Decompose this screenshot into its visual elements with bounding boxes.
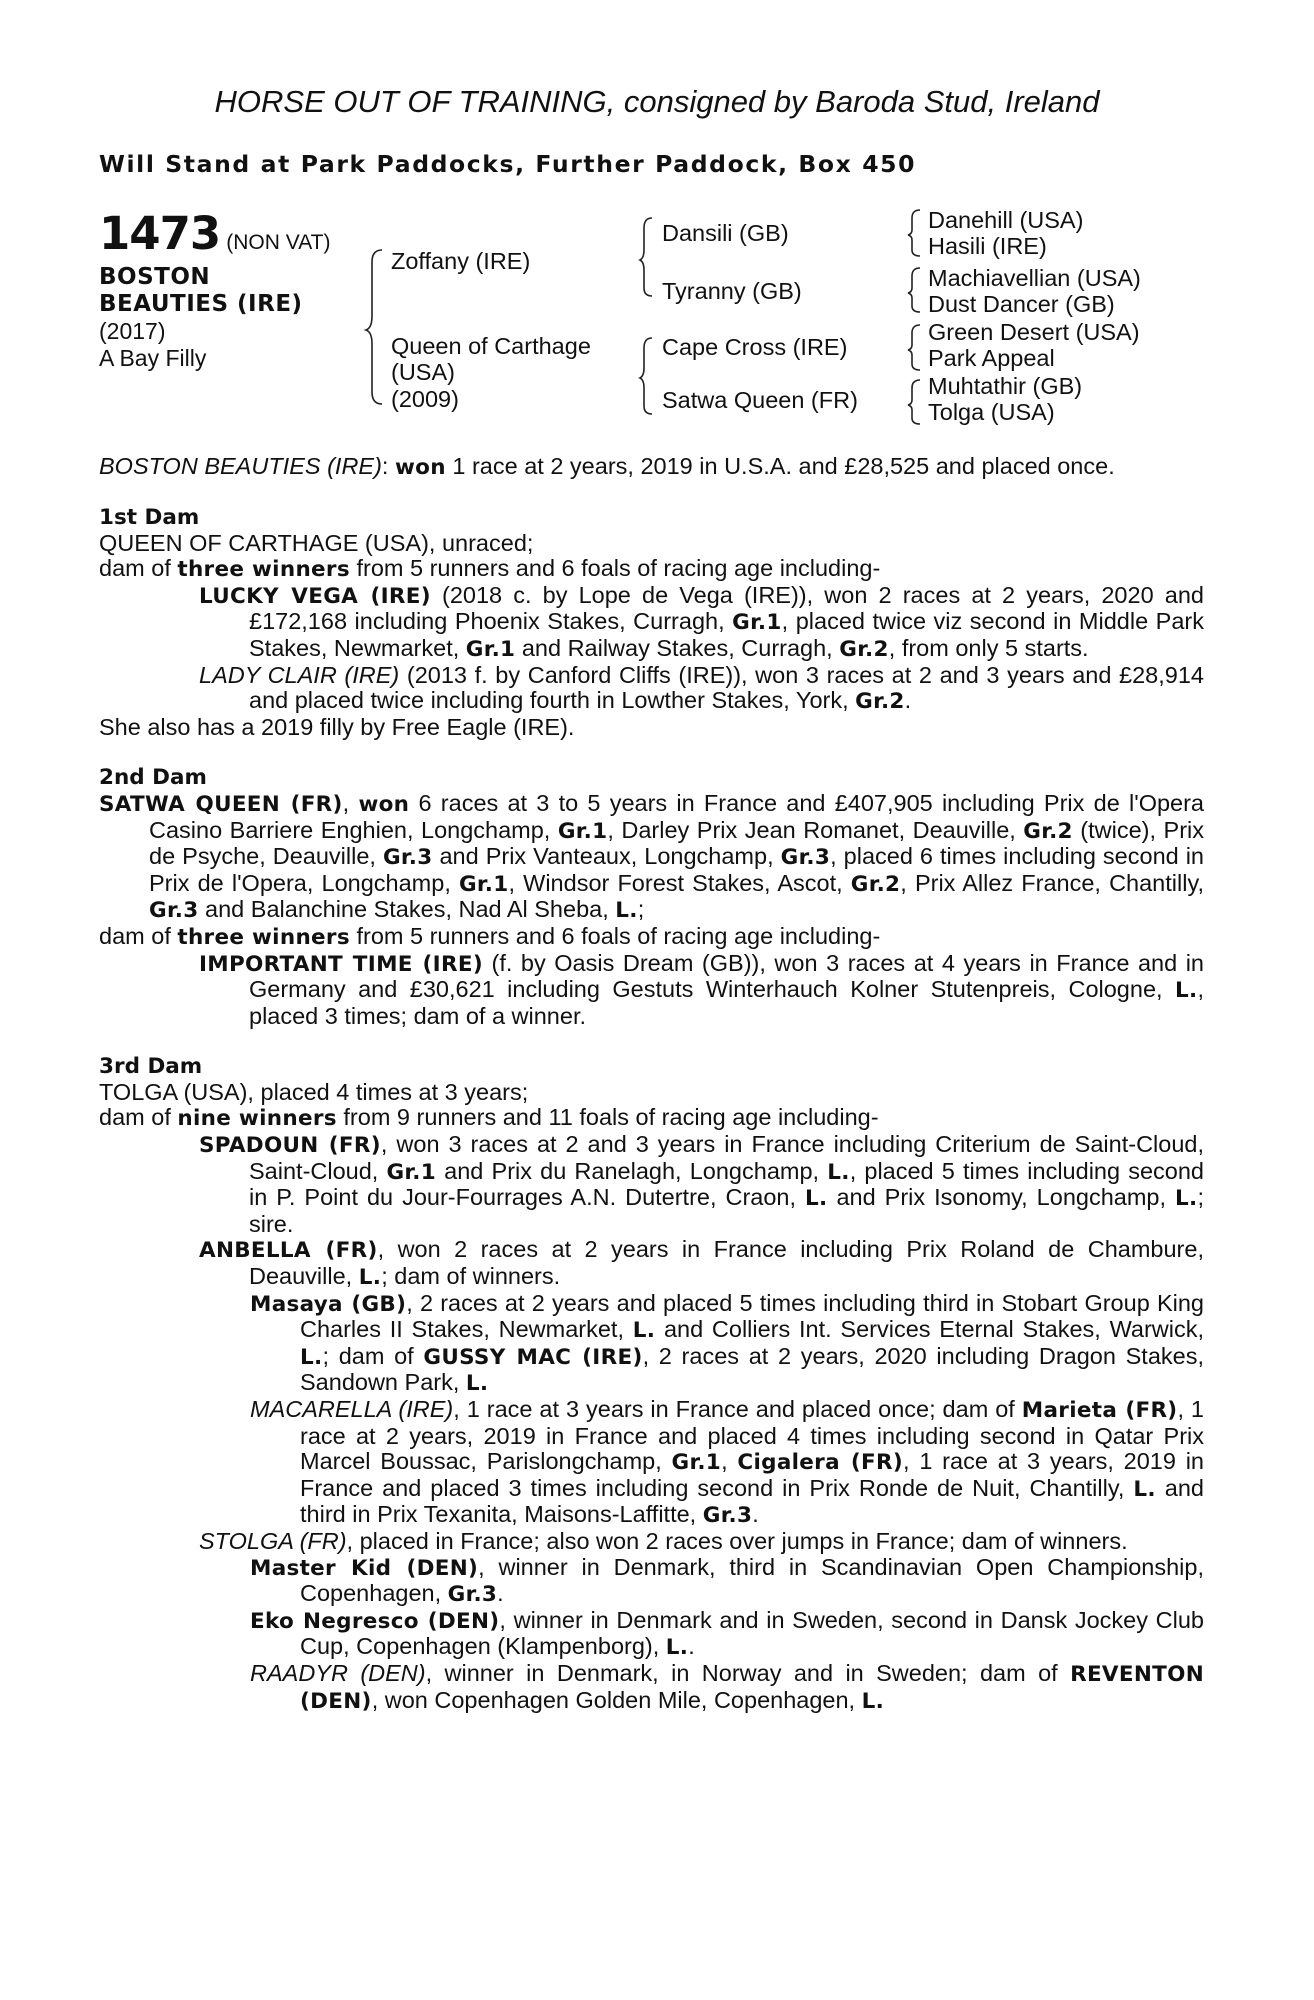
horse-name-line2: BEAUTIES (IRE)	[99, 291, 303, 317]
macarella-entry: MACARELLA (IRE), 1 race at 3 years in France and placed once; dam of Marieta (FR), 1 race at 2 years, 2019 in France and placed 4 times including second in Qatar Prix Marcel Boussac, Parislongchamp, Gr.1, Cigalera (FR), 1 race at 3 years, 2019 in France and placed 3 times including second in Prix Ronde de Nuit, Chantilly, L. and third in Prix Texanita, Maisons-Laffitte, Gr.3.	[250, 1396, 1205, 1529]
first-dam-also: She also has a 2019 filly by Free Eagle (IRE).	[99, 713, 575, 740]
race-summary: BOSTON BEAUTIES (IRE): won 1 race at 2 years, 2019 in U.S.A. and £28,525 and placed once.	[99, 453, 1115, 480]
dam-sire: Cape Cross (IRE)	[662, 334, 848, 360]
summary-won: won	[394, 455, 446, 480]
third-dam-line: TOLGA (USA), placed 4 times at 3 years;	[99, 1078, 529, 1105]
sd-dam: Dust Dancer (GB)	[928, 291, 1115, 317]
ds-sire: Green Desert (USA)	[928, 319, 1140, 345]
first-dam-line: QUEEN OF CARTHAGE (USA), unraced;	[99, 529, 534, 556]
first-dam-summary: dam of three winners from 5 runners and 6 foals of racing age including-	[99, 555, 881, 583]
ds-dam: Park Appeal	[928, 345, 1055, 371]
masaya-entry: Masaya (GB), 2 races at 2 years and placed 5 times including third in Stobart Group King Charles II Stakes, Newmarket, L. and Colliers Int. Services Eternal Stakes, Warwick, L.; dam of GUSSY MAC (IRE), 2 races at 2 years, 2020 including Dragon Stakes, Sandown Park, L.	[250, 1289, 1204, 1397]
sire-dam: Tyranny (GB)	[662, 278, 802, 304]
page-title: HORSE OUT OF TRAINING, consigned by Baroda Stud, Ireland	[214, 84, 1100, 119]
summary-text: 1 race at 2 years, 2019 in U.S.A. and £28,525 and placed once.	[445, 453, 1115, 479]
third-dam-heading: 3rd Dam	[99, 1054, 203, 1080]
dam-line1: Queen of Carthage	[391, 333, 591, 359]
eko-negresco-entry: Eko Negresco (DEN), winner in Denmark and in Sweden, second in Dansk Jockey Club Cup, Copenhagen (Klampenborg), L..	[250, 1606, 1204, 1661]
stolga-entry: STOLGA (FR), placed in France; also won 2 races over jumps in France; dam of winners.	[199, 1527, 1128, 1554]
second-dam-summary: dam of three winners from 5 runners and 6 foals of racing age including-	[99, 922, 881, 950]
horse-description: A Bay Filly	[99, 345, 207, 371]
dd-dam: Tolga (USA)	[928, 399, 1055, 425]
lot-number: 1473	[99, 207, 221, 260]
stand-location: Will Stand at Park Paddocks, Further Paddock, Box 450	[99, 150, 917, 178]
anbella-entry: ANBELLA (FR), won 2 races at 2 years in France including Prix Roland de Chambure, Deauville, L.; dam of winners.	[199, 1236, 1204, 1291]
spadoun-entry: SPADOUN (FR), won 3 races at 2 and 3 years in France including Criterium de Saint-Cloud, Saint-Cloud, Gr.1 and Prix du Ranelagh, Longchamp, L., placed 5 times including second in P. Point du Jour-Fourrages A.N. Dutertre, Craon, L. and Prix Isonomy, Longchamp, L.; sire.	[199, 1131, 1205, 1237]
raadyr-entry: RAADYR (DEN), winner in Denmark, in Norway and in Sweden; dam of REVENTON (DEN), won Copenhagen Golden Mile, Copenhagen, L.	[250, 1659, 1204, 1714]
lady-clair-entry: LADY CLAIR (IRE) (2013 f. by Canford Cliffs (IRE)), won 3 races at 2 and 3 years and £28,914 and placed twice including fourth in Lowther Stakes, York, Gr.2.	[199, 661, 1204, 715]
produce-record	[99, 505, 1204, 1714]
important-time-entry: IMPORTANT TIME (IRE) (f. by Oasis Dream (GB)), won 3 races at 4 years in France and in Germany and £30,621 including Gestuts Winterhauch Kolner Stutenpreis, Cologne, L., placed 3 times; dam of a winner.	[199, 949, 1204, 1029]
third-dam-summary: dam of nine winners from 9 runners and 11 foals of racing age including-	[99, 1104, 879, 1132]
ss-dam: Hasili (IRE)	[928, 233, 1047, 259]
satwa-queen-entry: SATWA QUEEN (FR), won 6 races at 3 to 5 years in France and £407,905 including Prix de l'Opera Casino Barriere Enghien, Longchamp, Gr.1, Darley Prix Jean Romanet, Deauville, Gr.2 (twice), Prix de Psyche, Deauville, Gr.3 and Prix Vanteaux, Longchamp, Gr.3, placed 6 times including second in Prix de l'Opera, Longchamp, Gr.1, Windsor Forest Stakes, Ascot, Gr.2, Prix Allez France, Chantilly, Gr.3 and Balanchine Stakes, Nad Al Sheba, L.;	[99, 789, 1205, 924]
dam-dam: Satwa Queen (FR)	[662, 387, 858, 413]
master-kid-entry: Master Kid (DEN), winner in Denmark, third in Scandinavian Open Championship, Copenhagen, Gr.3.	[250, 1553, 1204, 1608]
sd-sire: Machiavellian (USA)	[928, 265, 1141, 291]
pedigree-braces	[0, 0, 1314, 440]
dam-line3: (2009)	[391, 386, 459, 412]
lucky-vega-entry: LUCKY VEGA (IRE) (2018 c. by Lope de Vega (IRE)), won 2 races at 2 years, 2020 and £172,168 including Phoenix Stakes, Curragh, Gr.1, placed twice viz second in Middle Park Stakes, Newmarket, Gr.1 and Railway Stakes, Curragh, Gr.2, from only 5 starts.	[199, 581, 1204, 662]
ss-sire: Danehill (USA)	[928, 207, 1084, 233]
first-dam-heading: 1st Dam	[99, 505, 200, 530]
dd-sire: Muhtathir (GB)	[928, 373, 1083, 399]
horse-year: (2017)	[99, 318, 166, 344]
summary-horse-name: BOSTON BEAUTIES (IRE)	[99, 453, 382, 479]
sire-sire: Dansili (GB)	[662, 220, 789, 246]
vat-status: (NON VAT)	[226, 231, 331, 254]
horse-name-line1: BOSTON	[99, 264, 211, 290]
sire: Zoffany (IRE)	[391, 248, 531, 274]
second-dam-heading: 2nd Dam	[99, 765, 207, 791]
dam-line2: (USA)	[391, 359, 455, 385]
